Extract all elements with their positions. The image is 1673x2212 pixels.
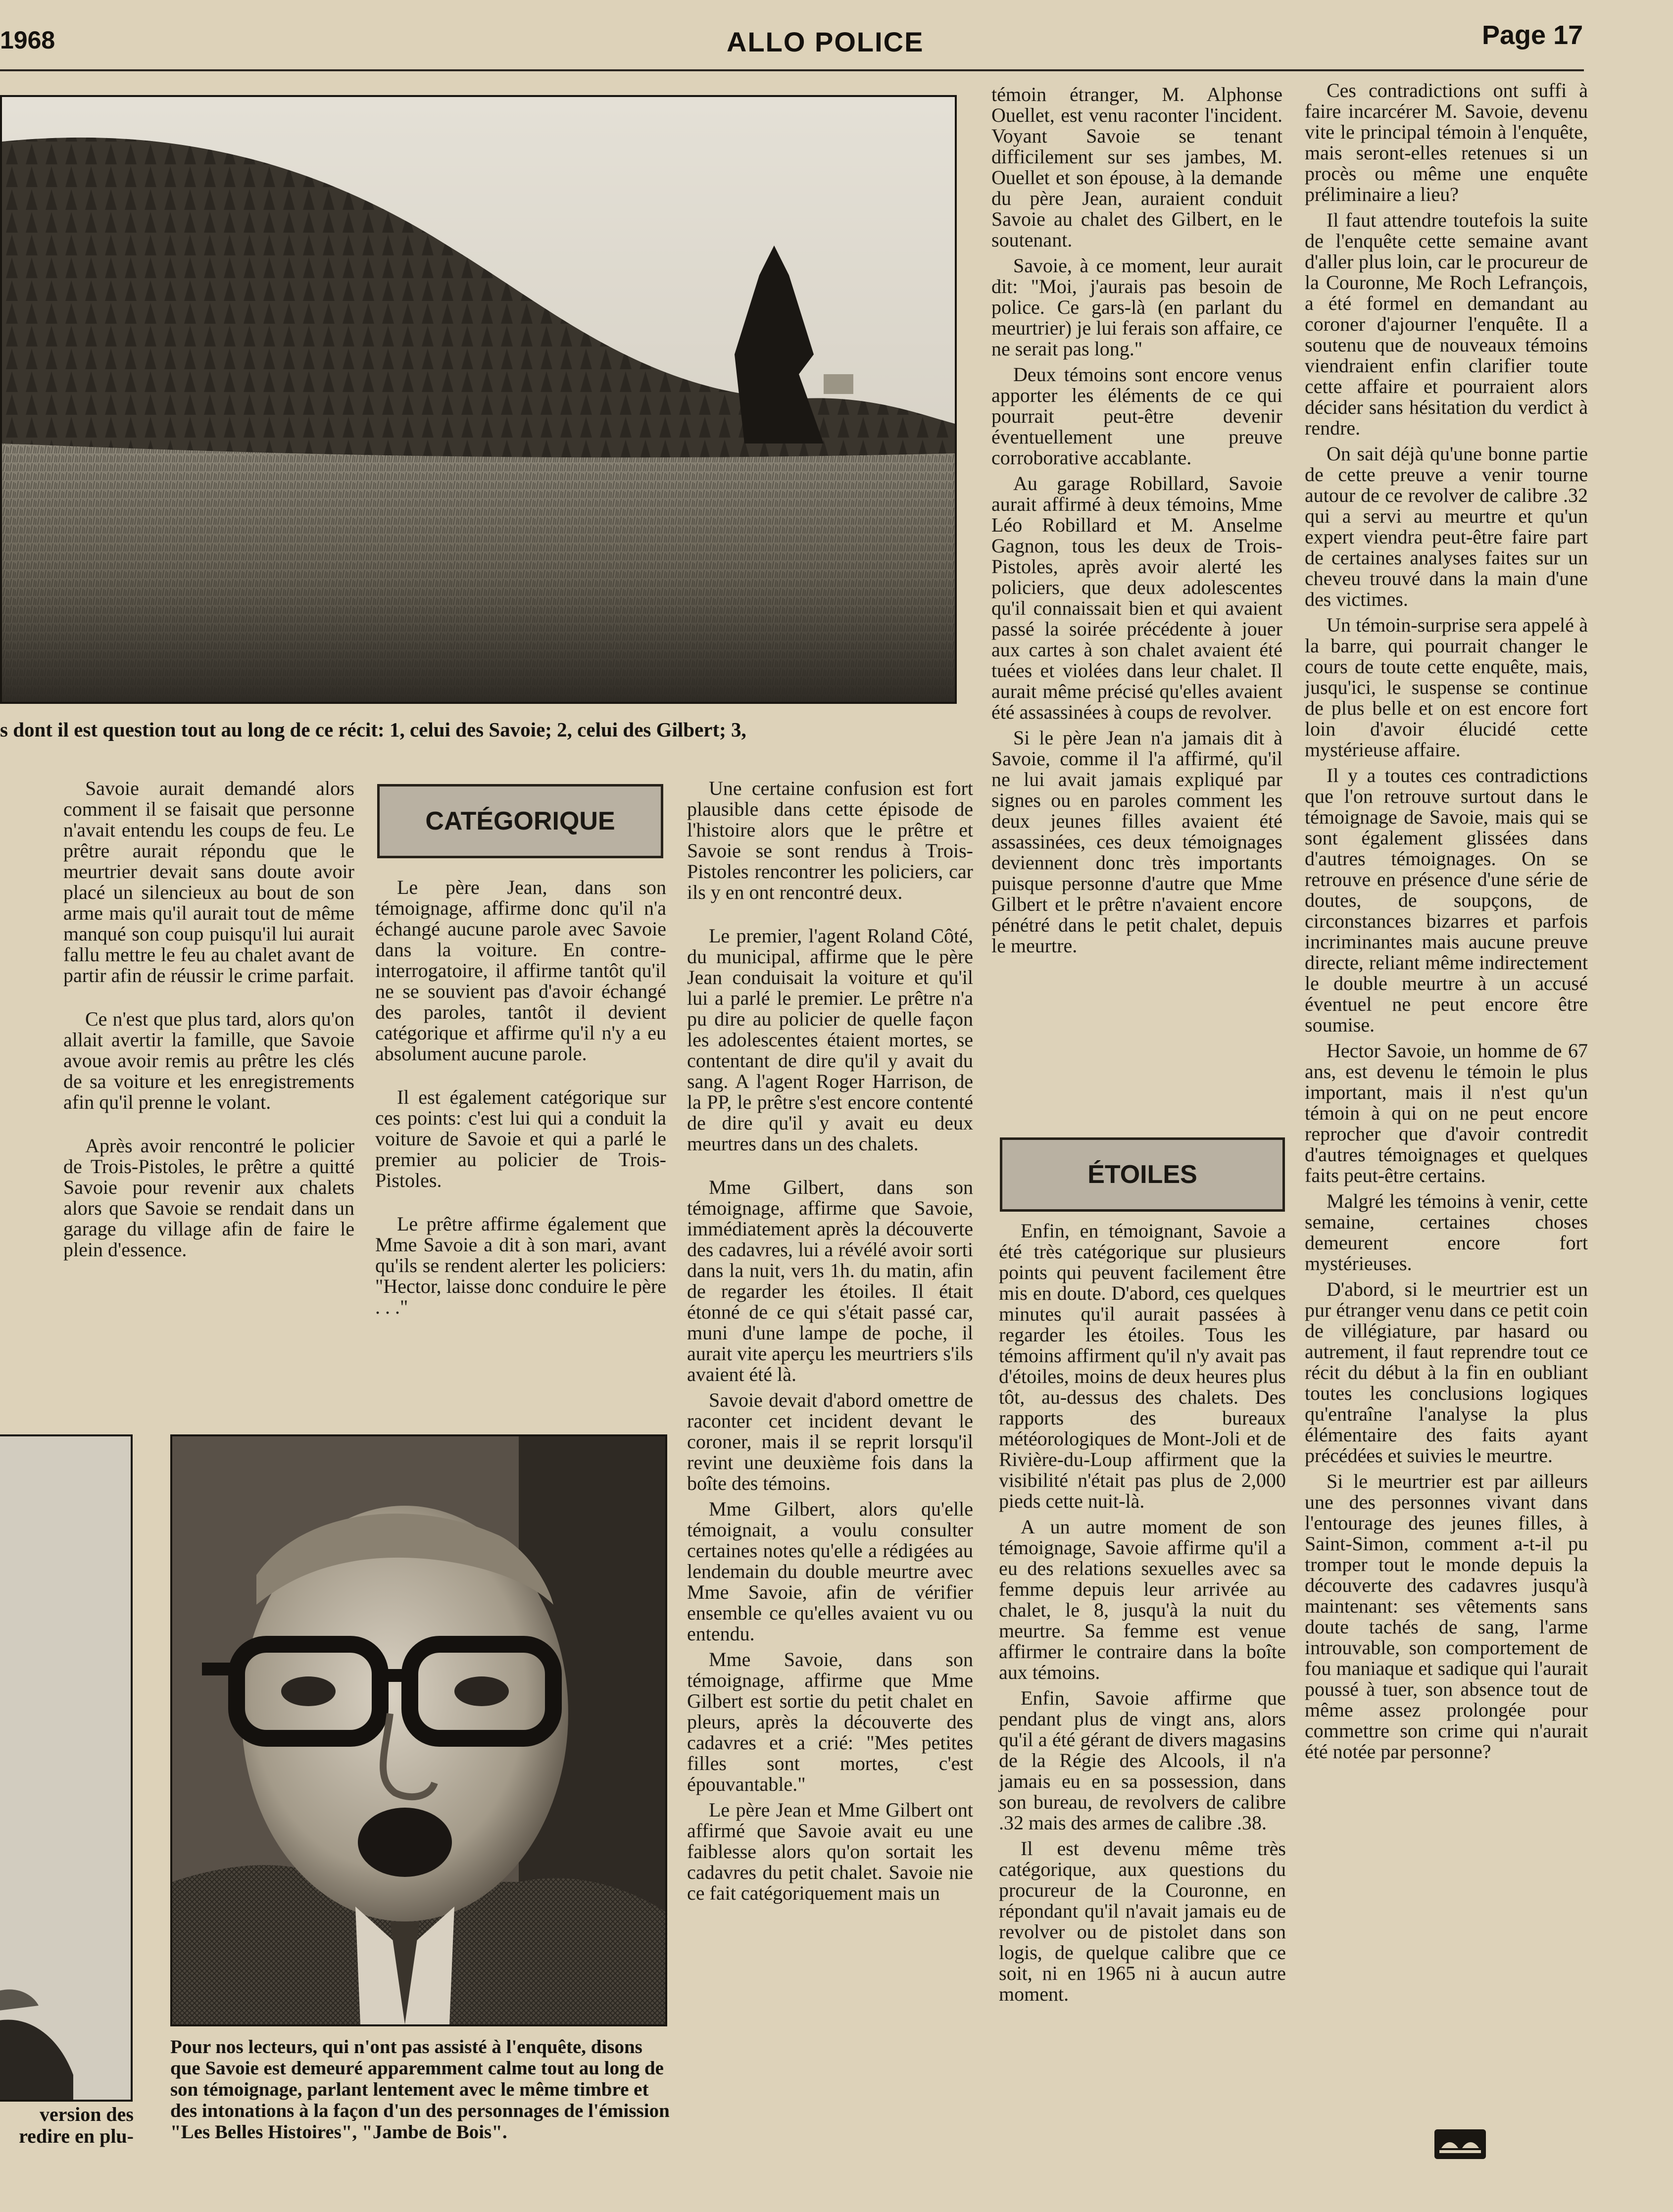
article-column-5 (1305, 80, 1588, 1767)
partial-photo (0, 1434, 133, 2102)
paragraph: Après avoir rencontré le policier de Trois-Pistoles, le prêtre a quitté Savoie pour revenir aux chalets alors que Savoie se rendait dans un garage du village afin de faire le plein d'essence. (63, 1134, 354, 1261)
paragraph: Le prêtre affirme également que Mme Savoie a dit à son mari, avant qu'ils se rendent alerter les policiers: "Hector, laisse donc conduire le père . . ." (375, 1213, 666, 1318)
landscape-photo-image (2, 97, 955, 702)
paragraph: Le premier, l'agent Roland Côté, du municipal, affirme que le père Jean conduisait la voiture et qu'il lui a parlé le premier. Le prêtre n'a pu dire au policier de quelle façon les adolescentes étaient mortes, se contentant de dire qu'il y avait du sang. A l'agent Roger Harrison, de la PP, le prêtre s'est encore contenté de dire qu'il y avait eu deux meurtres dans un des chalets. (687, 925, 973, 1155)
paragraph: Savoie devait d'abord omettre de raconter cet incident devant le coroner, mais il se reprit lorsqu'il revint une deuxième fois dans la boîte des témoins. (687, 1389, 973, 1494)
paragraph: Mme Gilbert, alors qu'elle témoignait, a voulu consulter certaines notes qu'elle a rédigées au lendemain du double meurtre avec Mme Savoie, afin de vérifier ensemble ce qu'elles avaient vu ou entendu. (687, 1498, 973, 1645)
paragraph: A un autre moment de son témoignage, Savoie affirme qu'il a eu des relations sexuelles avec sa femme depuis leur arrivée au chalet, le 8, jusqu'à la nuit du meurtre. Sa femme est venue affirmer le contraire dans la boîte aux témoins. (999, 1516, 1286, 1683)
article-column-2 (375, 877, 666, 1323)
paragraph: Si le meurtrier est par ailleurs une des personnes vivant dans l'entourage des jeunes filles, à Saint-Simon, comment a-t-il pu tromper tout le monde depuis la découverte des cadavres jusqu'à maintenant: ses vêtements sans doute tachés de sang, l'arme introuvable, son comportement de fou maniaque et sadique qui l'aurait poussé à tuer, son absence tout de même assez prolongée pour commettre son crime qui n'aurait été notée par personne? (1305, 1470, 1588, 1763)
landscape-photo (0, 95, 957, 704)
paragraph: Il y a toutes ces contradictions que l'on retrouve surtout dans le témoignage de Savoie, mais qui se sont également glissées dans d'autres témoignages. On se retrouve en présence d'une série de doutes, de soupçons, de circonstances bizarres et parfois incriminantes mais aucune preuve directe, reliant même indirectement le double meurtre à un accusé éventuel ne peut encore être soumise. (1305, 764, 1588, 1036)
portrait-photo-caption: Pour nos lecteurs, qui n'ont pas assisté à l'enquête, disons que Savoie est demeuré apparemment calme tout au long de son témoignage, parlant lentement avec le même timbre et des intonations à la façon d'un des personnages de l'émission "Les Belles Histoires", "Jambe de Bois". (170, 2036, 670, 2143)
header-rule (0, 69, 1584, 71)
caption-line: redire en plu- (19, 2125, 134, 2147)
section-heading-etoiles: ÉTOILES (1000, 1137, 1285, 1212)
partial-photo-caption (0, 2104, 134, 2147)
partial-photo-image (0, 1436, 131, 2100)
paragraph: Le père Jean et Mme Gilbert ont affirmé que Savoie avait eu une faiblesse alors qu'on sortait les cadavres du petit chalet. Savoie nie ce fait catégoriquement mais un (687, 1799, 973, 1904)
paragraph: Il est également catégorique sur ces points: c'est lui qui a conduit la voiture de Savoie et qui a parlé le premier au policier de Trois-Pistoles. (375, 1086, 666, 1191)
paragraph: D'abord, si le meurtrier est un pur étranger venu dans ce petit coin de villégiature, par hasard ou autrement, il faut reprendre tout ce récit du début à la fin en oubliant toutes les conclusions logiques qu'entraîne l'analyse la plus élémentaire des faits ayant précédées et suivies le meurtre. (1305, 1278, 1588, 1467)
paragraph: Un témoin-surprise sera appelé à la barre, qui pourrait changer le cours de toute cette enquête, mais, jusqu'ici, le suspense se continue de plus belle et on est encore fort loin d'avoir élucidé cette mystérieuse affaire. (1305, 614, 1588, 761)
paragraph: Si le père Jean n'a jamais dit à Savoie, comme il l'a affirmé, qu'il ne lui avait jamais expliqué par signes ou en paroles comment les deux jeunes filles avaient été assassinées, ces deux témoignages deviennent donc très importants puisque personne d'autre que Mme Gilbert et le prêtre n'avaient encore pénétré dans le petit chalet, depuis le meurtre. (991, 727, 1282, 957)
article-column-3 (687, 778, 973, 1909)
paragraph: Au garage Robillard, Savoie aurait affirmé à deux témoins, Mme Léo Robillard et M. Anselme Gagnon, tous les deux de Trois-Pistoles, après avoir alerté les policiers, que deux adolescentes qu'il connaissait bien et qui avaient passé la soirée précédente à jouer aux cartes à son chalet avaient été tuées et violées dans leur chalet. Il aurait même précisé qu'elles avaient été assassinées à coups de revolver. (991, 472, 1282, 723)
paragraph: Savoie aurait demandé alors comment il se faisait que personne n'avait entendu les coups de feu. Le prêtre aurait répondu que le meurtrier devait sans doute avoir placé un silencieux au bout de son arme mais qu'il aurait tout de même manqué son coup puisqu'il lui aurait fallu mettre le feu au chalet avant de partir afin de réussir le crime parfait. (63, 777, 354, 986)
article-column-4-bottom (999, 1221, 1286, 2010)
page-number: Page 17 (1482, 20, 1583, 50)
article-column-4-top (991, 84, 1282, 961)
paragraph: Savoie, à ce moment, leur aurait dit: "Moi, j'aurais pas besoin de police. Ce gars-là (en parlant du meurtrier) je lui ferais son affaire, ce ne serait pas long." (991, 254, 1282, 360)
portrait-photo-image (172, 1436, 665, 2024)
landscape-photo-caption: s dont il est question tout au long de ce récit: 1, celui des Savoie; 2, celui des Gilbert; 3, (0, 718, 746, 741)
paragraph: Il est devenu même très catégorique, aux questions du procureur de la Couronne, en répondant qu'il n'avait jamais eu de revolver ou de pistolet dans son logis, de quelque calibre que ce soit, ni en 1965 ni à aucun autre moment. (999, 1837, 1286, 2005)
paragraph: Enfin, Savoie affirme que pendant plus de vingt ans, alors qu'il a été gérant de divers magasins de la Régie des Alcools, il n'a jamais eu en sa possession, dans son bureau, de revolvers de calibre .32 mais des armes de calibre .38. (999, 1687, 1286, 1834)
paragraph: Mme Savoie, dans son témoignage, affirme que Mme Gilbert est sortie du petit chalet en pleurs, après la découverte des cadavres et a crié: "Mes petites filles sont mortes, c'est épouvantable." (687, 1648, 973, 1795)
paragraph: Enfin, en témoignant, Savoie a été très catégorique sur plusieurs points qui peuvent facilement être mis en doute. D'abord, ces quelques minutes qu'il aurait passées à regarder les étoiles. Tous les témoins affirment qu'il n'y avait pas d'étoiles, moins de deux heures plus tôt, au-dessus des chalets. Des rapports des bureaux météorologiques de Mont-Joli et de Rivière-du-Loup affirment que la visibilité n'était pas plus de 2,000 pieds cette nuit-là. (999, 1220, 1286, 1512)
paragraph: Ce n'est que plus tard, alors qu'on allait avertir la famille, que Savoie avoue avoir remis au prêtre les clés de sa voiture et les enregistrements afin qu'il prenne le volant. (63, 1008, 354, 1113)
paragraph: Mme Gilbert, dans son témoignage, affirme que Savoie, immédiatement après la découverte des cadavres, lui a révélé avoir sorti dans la nuit, vers 1h. du matin, afin de regarder les étoiles. Il était étonné de ce qui s'était passé car, muni d'une lampe de poche, il aurait vite aperçu les meurtriers s'ils avaient été là. (687, 1176, 973, 1385)
caption-line: version des (40, 2103, 134, 2125)
paragraph: témoin étranger, M. Alphonse Ouellet, est venu raconter l'incident. Voyant Savoie se tenant difficilement sur ses jambes, M. Ouellet et son épouse, à la demande du père Jean, auraient conduit Savoie au chalet des Gilbert, en le soutenant. (991, 83, 1282, 251)
paragraph: Il faut attendre toutefois la suite de l'enquête cette semaine avant d'aller plus loin, car le procureur de la Couronne, Me Roch Lefrançois, a été formel en demandant au coroner d'ajourner l'enquête. Il a soutenu que de nouveaux témoins viendraient enfin clarifier toute cette affaire et pourraient alors décider sans hésitation du verdict à rendre. (1305, 209, 1588, 439)
paragraph: Malgré les témoins à venir, cette semaine, certaines choses demeurent encore fort mystérieuses. (1305, 1190, 1588, 1275)
paragraph: Le père Jean, dans son témoignage, affirme donc qu'il n'a échangé aucune parole avec Savoie dans la voiture. En contre-interrogatoire, il affirme tantôt qu'il ne se souvient pas d'avoir échangé des paroles, tantôt il devient catégorique et affirme qu'il n'y a eu absolument aucune parole. (375, 876, 666, 1065)
newspaper-logo-icon (1434, 2129, 1486, 2159)
paragraph: On sait déjà qu'une bonne partie de cette preuve a venir tourne autour de ce revolver de calibre .32 qui a servi au meurtre et qu'un expert viendra peut-être faire part de certaines analyses faites sur un cheveu trouvé dans la main d'une des victimes. (1305, 442, 1588, 610)
section-heading-categorique: CATÉGORIQUE (377, 784, 663, 858)
paragraph: Deux témoins sont encore venus apporter les éléments de ce qui pourrait peut-être devenir éventuellement une preuve corroborative accablante. (991, 363, 1282, 469)
header-year: 1968 (0, 26, 55, 54)
paragraph: Une certaine confusion est fort plausible dans cette épisode de l'histoire alors que le prêtre et Savoie se sont rendus à Trois-Pistoles rencontrer les policiers, car ils y en ont rencontré deux. (687, 777, 973, 903)
paragraph: Hector Savoie, un homme de 67 ans, est devenu le témoin le plus important, mais il n'est qu'un témoin à qui on ne peut encore reprocher que d'avoir contredit d'autres témoignages et quelques faits peut-être certains. (1305, 1039, 1588, 1186)
paragraph: Ces contradictions ont suffi à faire incarcérer M. Savoie, devenu vite le principal témoin à l'enquête, mais seront-elles retenues si un procès ou même une enquête préliminaire a lieu? (1305, 79, 1588, 205)
portrait-photo (170, 1434, 667, 2026)
newspaper-title: ALLO POLICE (727, 26, 924, 57)
article-column-1 (63, 778, 354, 1265)
